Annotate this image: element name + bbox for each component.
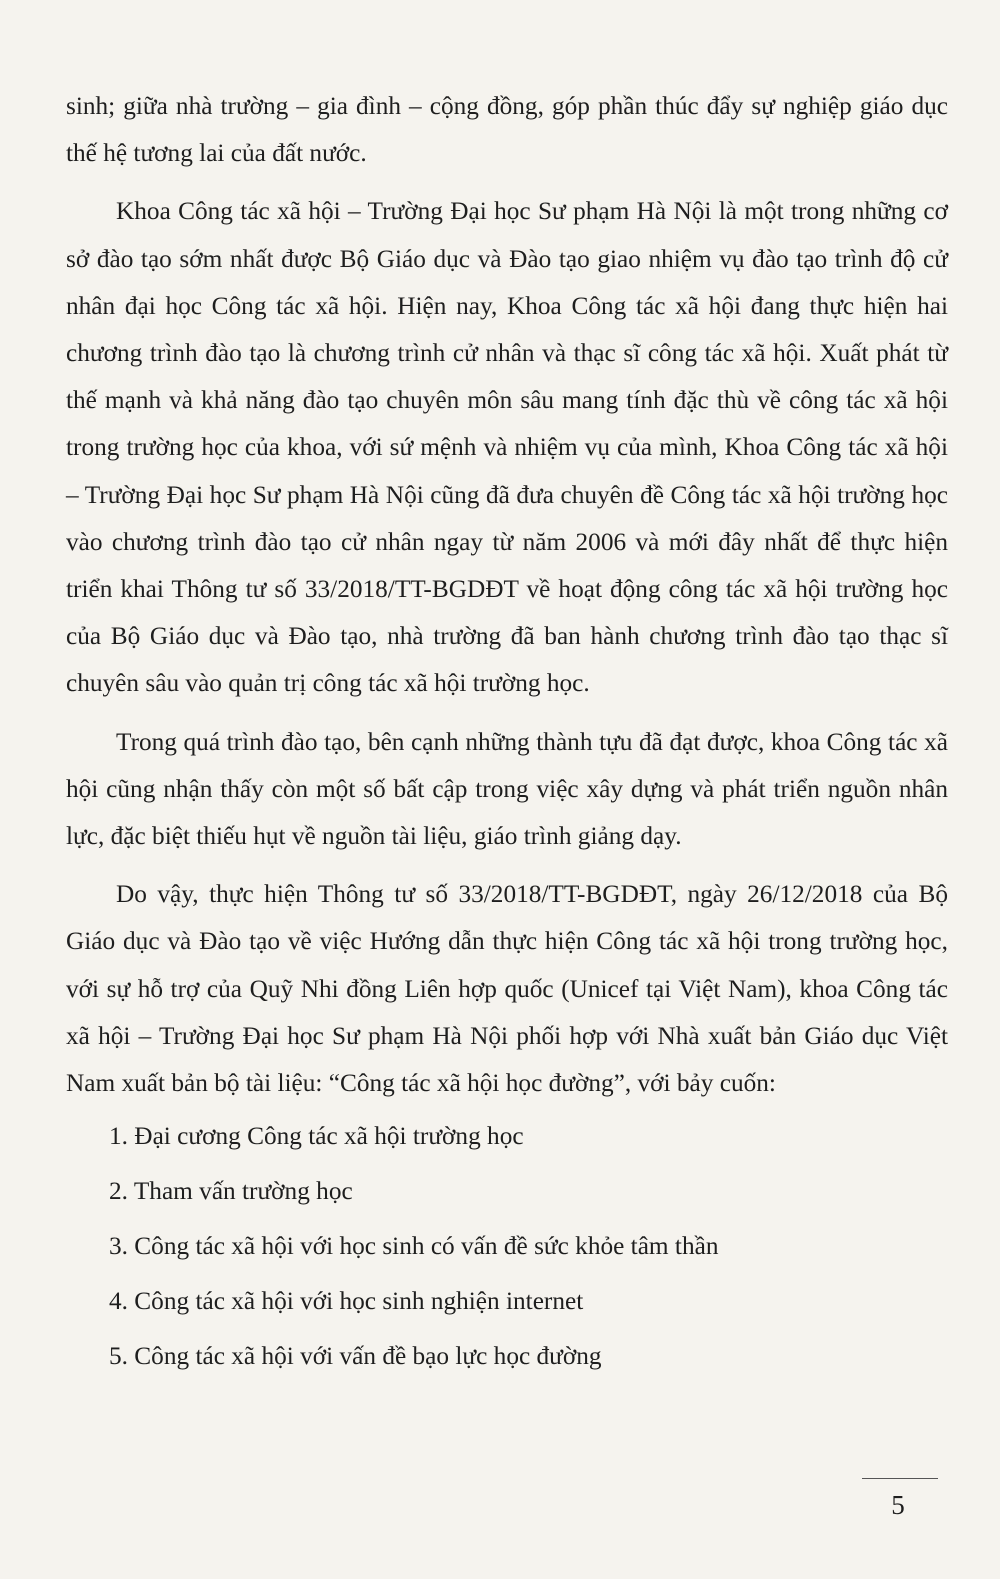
book-list	[66, 1123, 948, 1370]
list-item: 2. Tham vấn trường học	[109, 1177, 353, 1206]
paragraph-training-challenges: Trong quá trình đào tạo, bên cạnh những thành tựu đã đạt được, khoa Công tác xã hội cũng nhận thấy còn một số bất cập trong việc xây dựng và phát triển nguồn nhân lực, đặc biệt thiếu hụt về nguồn tài liệu, giáo trình giảng dạy.	[66, 727, 948, 851]
paragraph-continuation: sinh; giữa nhà trường – gia đình – cộng đồng, góp phần thúc đẩy sự nghiệp giáo dục thế hệ tương lai của đất nước.	[66, 92, 948, 168]
list-item: 1. Đại cương Công tác xã hội trường học	[109, 1122, 524, 1151]
paragraph-faculty-intro: Khoa Công tác xã hội – Trường Đại học Sư phạm Hà Nội là một trong những cơ sở đào tạo sớm nhất được Bộ Giáo dục và Đào tạo giao nhiệm vụ đào tạo trình độ cử nhân đại học Công tác xã hội. Hiện nay, Khoa Công tác xã hội đang thực hiện hai chương trình đào tạo là chương trình cử nhân và thạc sĩ công tác xã hội. Xuất phát từ thế mạnh và khả năng đào tạo chuyên môn sâu mang tính đặc thù về công tác xã hội trong trường học của khoa, với sứ mệnh và nhiệm vụ của mình, Khoa Công tác xã hội – Trường Đại học Sư phạm Hà Nội cũng đã đưa chuyên đề Công tác xã hội trường học vào chương trình đào tạo cử nhân ngay từ năm 2006 và mới đây nhất để thực hiện triển khai Thông tư số 33/2018/TT-BGDĐT về hoạt động công tác xã hội trường học của Bộ Giáo dục và Đào tạo, nhà trường đã ban hành chương trình đào tạo thạc sĩ chuyên sâu vào quản trị công tác xã hội trường học.	[66, 197, 948, 698]
list-item: 4. Công tác xã hội với học sinh nghiện internet	[109, 1287, 584, 1316]
page-number: 5	[891, 1490, 905, 1520]
list-item: 5. Công tác xã hội với vấn đề bạo lực học đường	[109, 1342, 602, 1371]
paragraph-publication: Do vậy, thực hiện Thông tư số 33/2018/TT-BGDĐT, ngày 26/12/2018 của Bộ Giáo dục và Đào tạo về việc Hướng dẫn thực hiện Công tác xã hội trong trường học, với sự hỗ trợ của Quỹ Nhi đồng Liên hợp quốc (Unicef tại Việt Nam), khoa Công tác xã hội – Trường Đại học Sư phạm Hà Nội phối hợp với Nhà xuất bản Giáo dục Việt Nam xuất bản bộ tài liệu: “Công tác xã hội học đường”, với bảy cuốn:	[66, 880, 948, 1098]
footer-divider	[862, 1478, 938, 1479]
list-item: 3. Công tác xã hội với học sinh có vấn đề sức khỏe tâm thần	[109, 1232, 719, 1261]
